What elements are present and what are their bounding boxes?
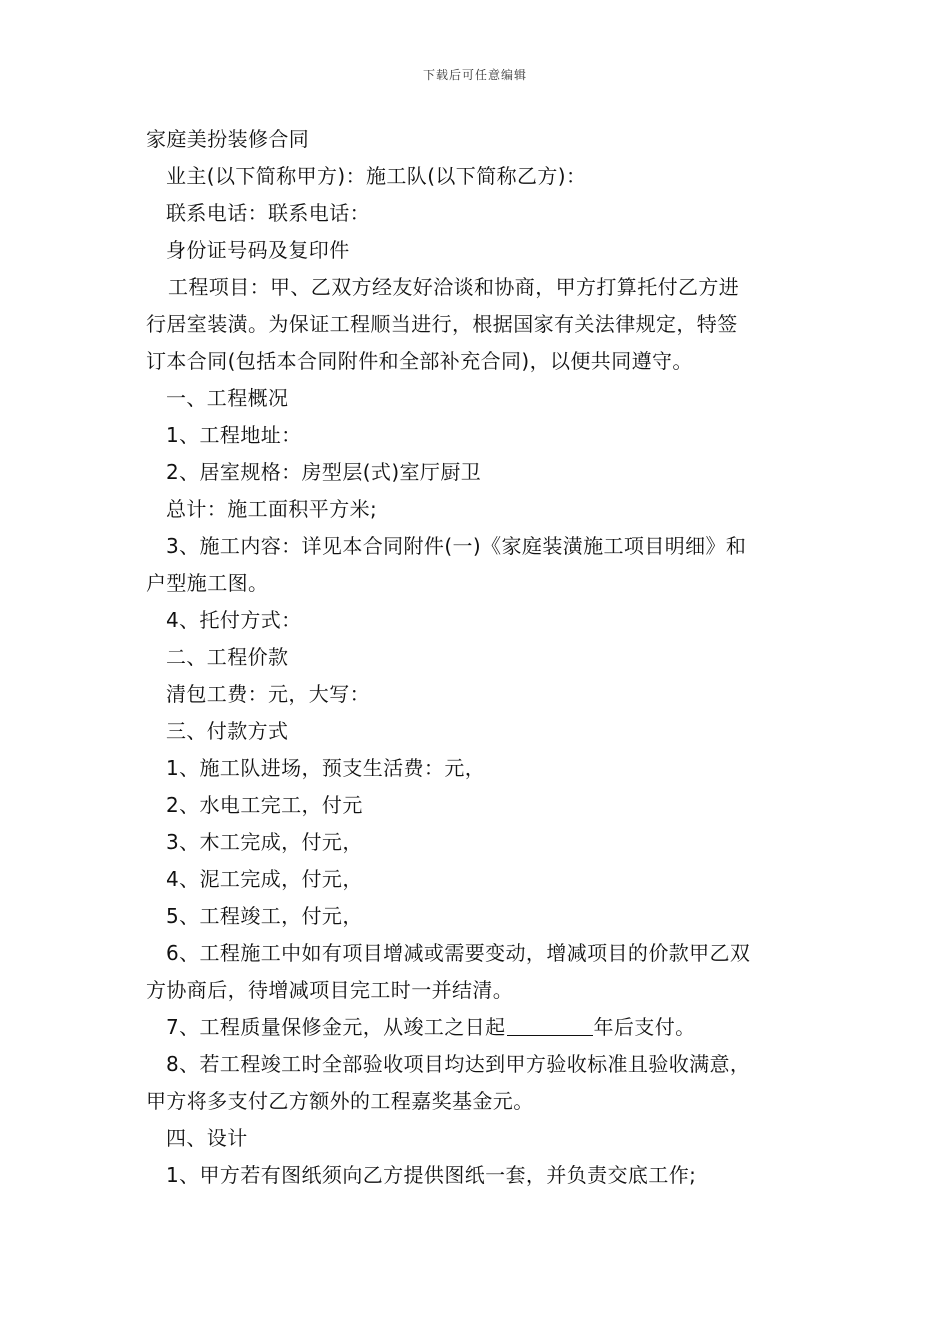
id-line: 身份证号码及复印件	[166, 238, 350, 262]
section-heading: 四、设计	[166, 1126, 248, 1150]
party-line: 业主(以下简称甲方)：施工队(以下简称乙方)：	[166, 164, 587, 188]
section-heading: 一、工程概况	[166, 386, 289, 410]
list-item: 1、甲方若有图纸须向乙方提供图纸一套，并负责交底工作;	[166, 1163, 697, 1187]
paragraph-line: 订本合同(包括本合同附件和全部补充合同)，以便共同遵守。	[146, 349, 693, 373]
fill-in-blank	[507, 1013, 593, 1036]
list-item: 2、居室规格：房型层(式)室厅厨卫	[166, 460, 482, 484]
list-item-text: 7、工程质量保修金元，从竣工之日起	[166, 1015, 506, 1039]
list-item: 4、泥工完成，付元，	[166, 867, 363, 891]
paragraph-line: 行居室装潢。为保证工程顺当进行，根据国家有关法律规定，特签	[146, 312, 738, 336]
list-item: 1、施工队进场，预支生活费：元，	[166, 756, 486, 780]
list-item: 8、若工程竣工时全部验收项目均达到甲方验收标准且验收满意，	[166, 1052, 751, 1076]
list-item: 6、工程施工中如有项目增减或需要变动，增减项目的价款甲乙双	[166, 941, 751, 965]
list-item: 总计：施工面积平方米;	[166, 497, 378, 521]
paragraph-line: 方协商后，待增减项目完工时一并结清。	[146, 978, 514, 1002]
list-item: 清包工费：元，大写：	[166, 682, 370, 706]
page-header-note: 下载后可任意编辑	[422, 68, 527, 82]
section-heading: 二、工程价款	[166, 645, 289, 669]
list-item: 3、施工内容：详见本合同附件(一)《家庭装潢施工项目明细》和	[166, 534, 747, 558]
list-item: 2、水电工完工，付元	[166, 793, 363, 817]
paragraph-line: 甲方将多支付乙方额外的工程嘉奖基金元。	[146, 1089, 534, 1113]
paragraph-line: 工程项目：甲、乙双方经友好洽谈和协商，甲方打算托付乙方进	[168, 275, 740, 299]
list-item: 3、木工完成，付元，	[166, 830, 363, 854]
list-item: 1、工程地址：	[166, 423, 302, 447]
list-item-text: 年后支付。	[593, 1015, 696, 1039]
phone-line: 联系电话：联系电话：	[166, 201, 370, 225]
paragraph-line: 户型施工图。	[146, 571, 269, 595]
list-item	[146, 1009, 814, 1046]
section-heading: 三、付款方式	[166, 719, 289, 743]
list-item: 4、托付方式：	[166, 608, 302, 632]
document-body	[146, 121, 814, 1194]
document-title: 家庭美扮装修合同	[146, 127, 310, 151]
list-item: 5、工程竣工，付元，	[166, 904, 363, 928]
